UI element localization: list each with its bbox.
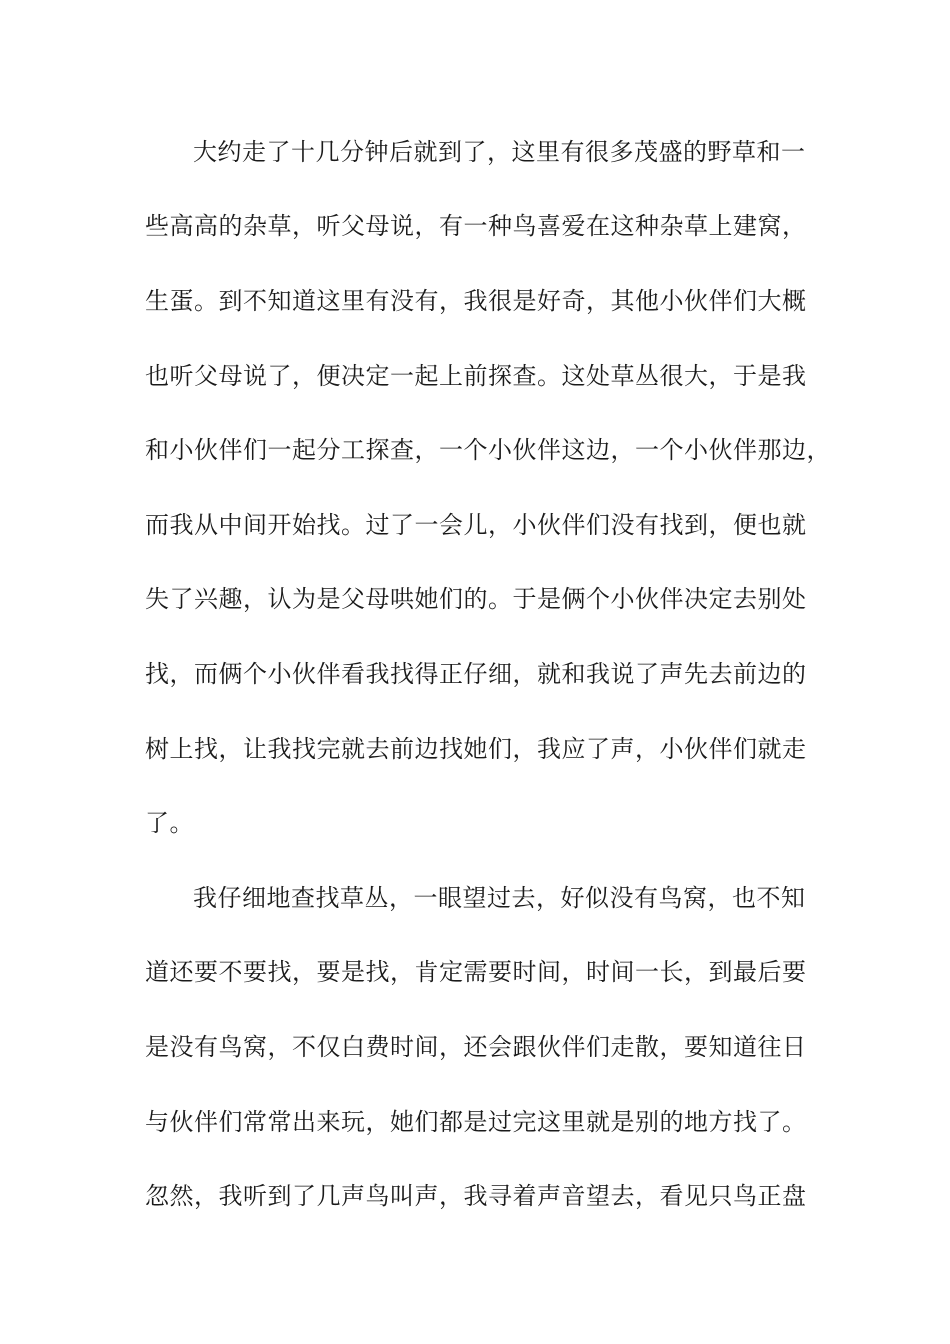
paragraph-1-line-9: 树上找，让我找完就去前边找她们，我应了声，小伙伴们就走 [145, 735, 807, 763]
paragraph-1-line-5: 和小伙伴们一起分工探查，一个小伙伴这边，一个小伙伴那边， [145, 436, 831, 464]
paragraph-2-line-4: 与伙伴们常常出来玩，她们都是过完这里就是别的地方找了。 [145, 1108, 807, 1136]
paragraph-1-line-1: 大约走了十几分钟后就到了，这里有很多茂盛的野草和一 [193, 138, 806, 166]
paragraph-1-line-2: 些高高的杂草，听父母说，有一种鸟喜爱在这种杂草上建窝， [145, 212, 807, 240]
paragraph-1-line-10: 了。 [145, 809, 194, 837]
paragraph-1-line-8: 找，而俩个小伙伴看我找得正仔细，就和我说了声先去前边的 [145, 660, 807, 688]
paragraph-1-line-6: 而我从中间开始找。过了一会儿，小伙伴们没有找到，便也就 [145, 511, 807, 539]
paragraph-1-line-7: 失了兴趣，认为是父母哄她们的。于是俩个小伙伴决定去别处 [145, 585, 807, 613]
paragraph-2-line-2: 道还要不要找，要是找，肯定需要时间，时间一长，到最后要 [145, 958, 807, 986]
paragraph-1-line-4: 也听父母说了，便决定一起上前探查。这处草丛很大，于是我 [145, 362, 807, 390]
paragraph-1-line-3: 生蛋。到不知道这里有没有，我很是好奇，其他小伙伴们大概 [145, 287, 807, 315]
paragraph-2-line-5: 忽然，我听到了几声鸟叫声，我寻着声音望去，看见只鸟正盘 [145, 1182, 807, 1210]
paragraph-2-line-3: 是没有鸟窝，不仅白费时间，还会跟伙伴们走散，要知道往日 [145, 1033, 807, 1061]
paragraph-2-line-1: 我仔细地查找草丛，一眼望过去，好似没有鸟窝，也不知 [193, 884, 806, 912]
